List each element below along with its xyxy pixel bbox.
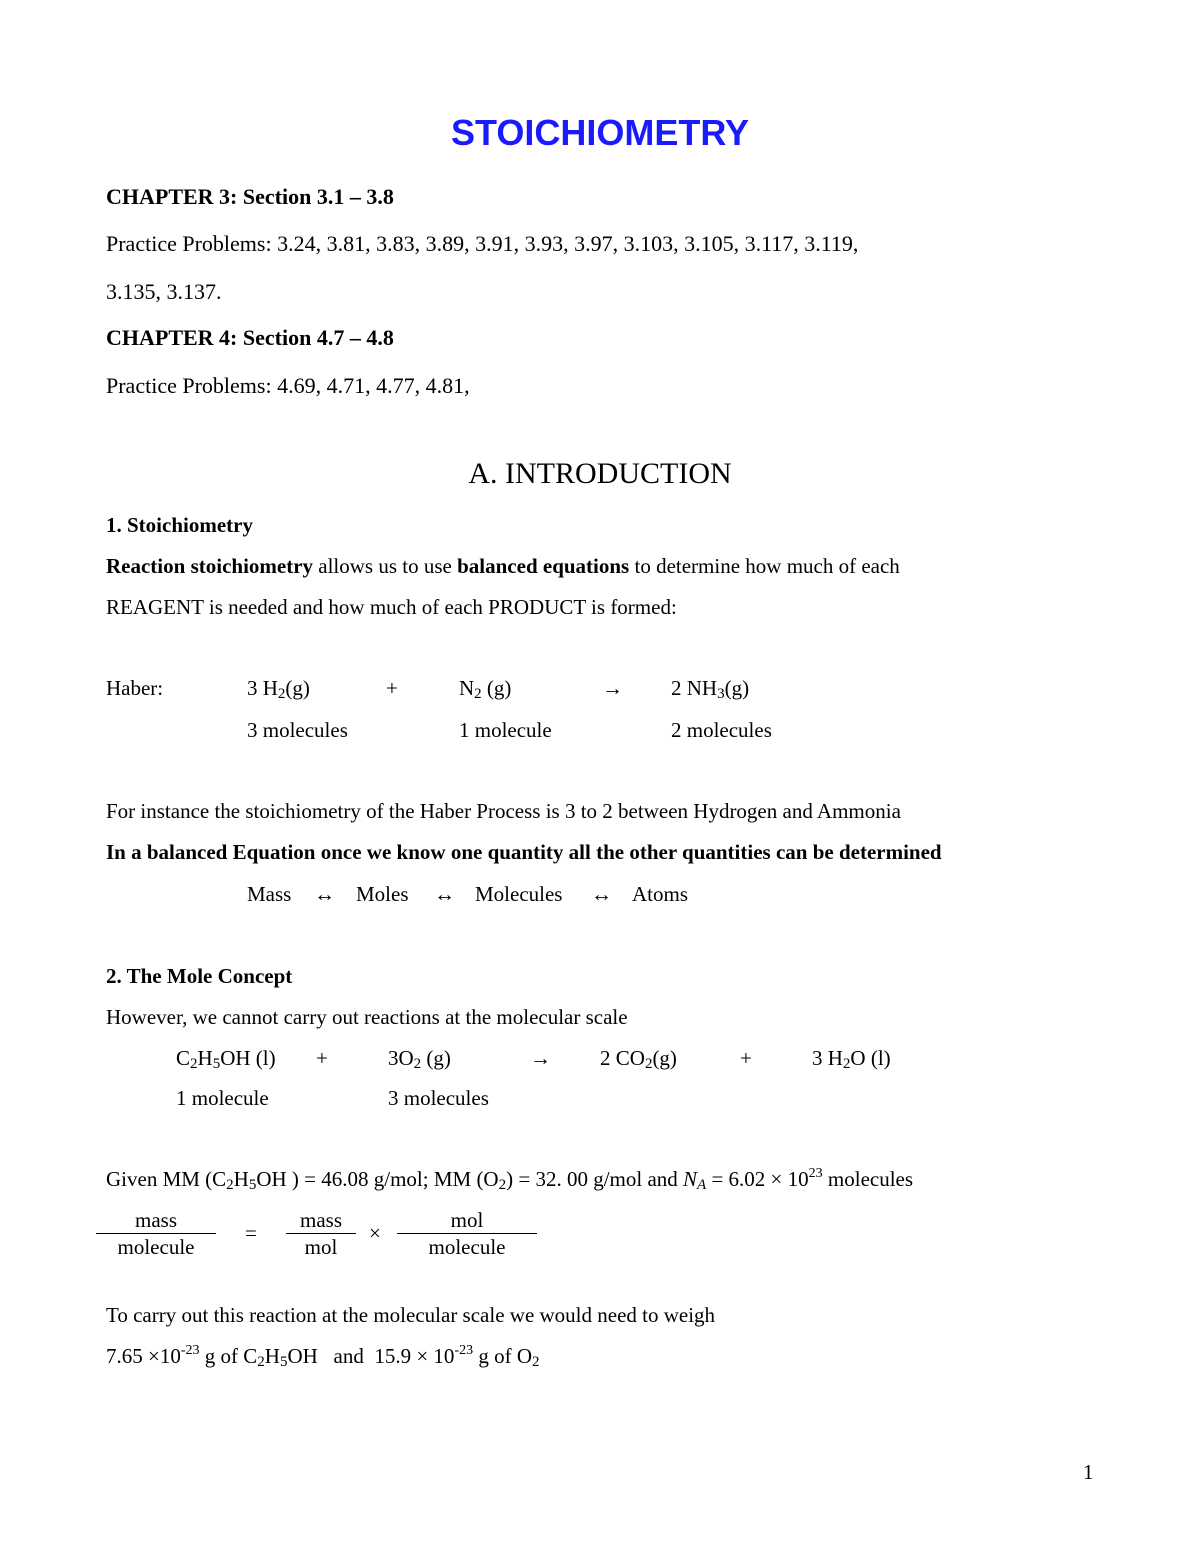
- fraction-3-numerator: mol: [450, 1208, 484, 1232]
- chain-atoms: Atoms: [632, 882, 689, 906]
- term-balanced-equations: balanced equations: [457, 554, 630, 578]
- weigh-intro: To carry out this reaction at the molecular scale we would need to weigh: [106, 1303, 716, 1327]
- combustion-plus-2: +: [740, 1046, 752, 1070]
- fraction-1-numerator: mass: [135, 1208, 177, 1232]
- combustion-plus-1: +: [316, 1046, 328, 1070]
- haber-reactant-hydrogen: 3 $H_2(g)$: [247, 676, 310, 702]
- haber-count-nitrogen: 1 molecule: [459, 718, 552, 742]
- combustion-reactant-oxygen: $3O_2$ (g): [388, 1046, 451, 1072]
- chapter4-heading: CHAPTER 4: Section 4.7 – 4.8: [106, 325, 394, 350]
- combustion-count-ethanol: 1 molecule: [176, 1086, 269, 1110]
- section-a-heading: A. INTRODUCTION: [468, 457, 732, 490]
- stoichiometry-intro-line2: REAGENT is needed and how much of each PRODUCT is formed:: [106, 595, 677, 619]
- chain-arrow-2: ↔: [434, 882, 455, 906]
- chapter3-problems-line2: 3.135, 3.137.: [106, 279, 222, 304]
- combustion-product-water: 3 $H_2O$ (l): [812, 1046, 891, 1072]
- balanced-equation-note: In a balanced Equation once we know one quantity all the other quantities can be determined: [106, 840, 942, 864]
- haber-plus: +: [386, 676, 398, 700]
- weigh-values: $7.65 \times 10^{-23}$ g of $C_2H_5OH$ and $15.9 \times 10^{-23}$ g of $O_2$: [106, 1343, 540, 1370]
- term-reaction-stoichiometry: Reaction stoichiometry: [106, 554, 314, 578]
- chain-arrow-3: ↔: [591, 882, 612, 906]
- fraction-3-bar: [397, 1233, 537, 1234]
- fraction-times: ×: [369, 1221, 381, 1245]
- stoichiometry-intro: Reaction stoichiometry allows us to use balanced equations to determine how much of each: [106, 554, 900, 578]
- fraction-1-bar: [96, 1233, 216, 1234]
- page-title: STOICHIOMETRY: [450, 112, 750, 153]
- haber-count-hydrogen: 3 molecules: [247, 718, 348, 742]
- chain-molecules: Molecules: [475, 882, 563, 906]
- chapter3-heading: CHAPTER 3: Section 3.1 – 3.8: [106, 184, 394, 209]
- haber-reactant-nitrogen: $N_2$ (g): [459, 676, 512, 702]
- combustion-arrow: →: [530, 1046, 551, 1070]
- mole-concept-heading: 2. The Mole Concept: [106, 964, 293, 988]
- chain-mass: Mass: [247, 882, 292, 906]
- fraction-equals: =: [245, 1221, 257, 1245]
- fraction-3-denominator: molecule: [428, 1235, 506, 1259]
- haber-label: Haber:: [106, 676, 164, 700]
- page-number: 1: [1083, 1460, 1094, 1484]
- combustion-product-co2: 2 $CO_2(g)$: [600, 1046, 677, 1072]
- given-values-line: Given MM ($C_2H_5OH$ ) = 46.08 g/mol; MM $(O_2) = 32$. 00 g/mol and $N_A = 6.02 \times 10^{23}$ molecules: [106, 1166, 914, 1193]
- chain-moles: Moles: [356, 882, 409, 906]
- haber-instance-text: For instance the stoichiometry of the Haber Process is 3 to 2 between Hydrogen and Ammonia: [106, 799, 901, 823]
- fraction-2-denominator: mol: [304, 1235, 338, 1259]
- combustion-count-oxygen: 3 molecules: [388, 1086, 489, 1110]
- chapter3-problems-line1: Practice Problems: 3.24, 3.81, 3.83, 3.89, 3.91, 3.93, 3.97, 3.103, 3.105, 3.117, 3.119,: [106, 231, 859, 256]
- fraction-2-numerator: mass: [300, 1208, 342, 1232]
- chapter4-problems: Practice Problems: 4.69, 4.71, 4.77, 4.81,: [106, 373, 470, 398]
- haber-arrow: →: [602, 676, 623, 700]
- combustion-reactant-ethanol: $C_2H_5OH$ (l): [176, 1046, 276, 1072]
- mole-concept-intro: However, we cannot carry out reactions at the molecular scale: [106, 1005, 628, 1029]
- haber-count-ammonia: 2 molecules: [671, 718, 772, 742]
- stoichiometry-heading: 1. Stoichiometry: [106, 513, 253, 537]
- fraction-2-bar: [286, 1233, 356, 1234]
- haber-product-ammonia: 2 $NH_3(g)$: [671, 676, 750, 702]
- fraction-1-denominator: molecule: [117, 1235, 195, 1259]
- chain-arrow-1: ↔: [314, 882, 335, 906]
